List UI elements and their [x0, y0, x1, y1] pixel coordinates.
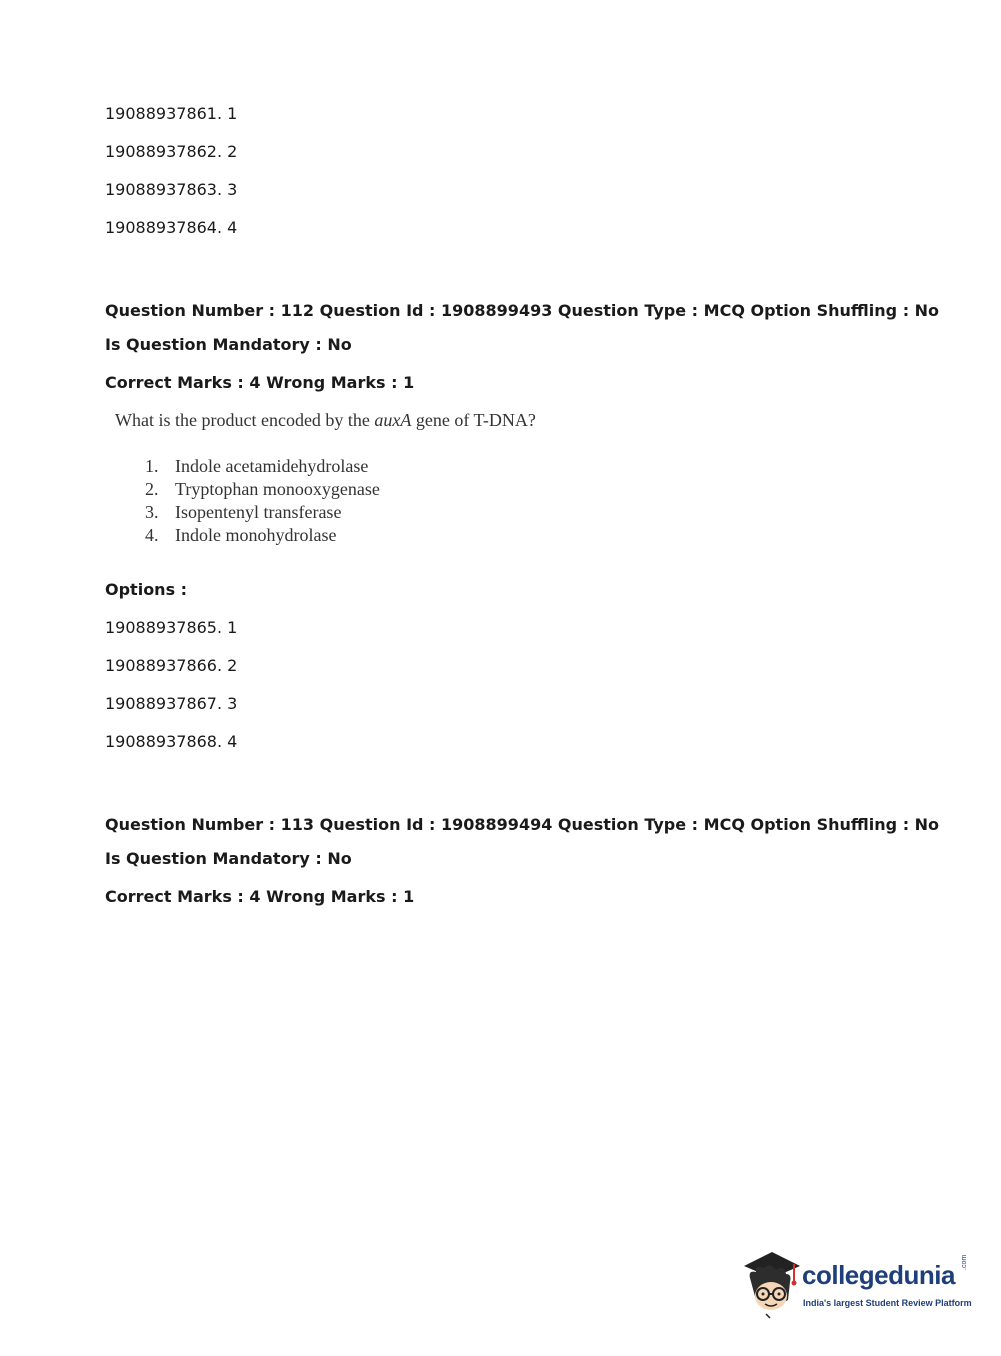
gene-name: auxA [374, 410, 412, 430]
choice-number: 4. [145, 525, 159, 545]
option-line: 19088937865. 1 [105, 618, 238, 637]
question-text-after: gene of T-DNA? [411, 410, 536, 430]
question-text-before: What is the product encoded by the [115, 410, 375, 430]
choice-number: 1. [145, 456, 159, 476]
option-line: 19088937862. 2 [105, 142, 238, 161]
options-label: Options : [105, 580, 188, 599]
collegedunia-logo [742, 1248, 982, 1320]
logo-wordmark: collegedunia [802, 1260, 955, 1290]
logo-tagline: India's largest Student Review Platform [803, 1298, 972, 1308]
choice-text: Isopentenyl transferase [175, 502, 342, 522]
mascot-icon [742, 1248, 802, 1320]
choice-text: Indole monohydrolase [175, 525, 337, 545]
question-marks: Correct Marks : 4 Wrong Marks : 1 [105, 373, 415, 392]
choice-number: 3. [145, 502, 159, 522]
question-header: Question Number : 112 Question Id : 1908899493 Question Type : MCQ Option Shuffling : No [105, 301, 940, 320]
option-line: 19088937866. 2 [105, 656, 238, 675]
logo-suffix: .com [961, 1254, 968, 1270]
question-mandatory: Is Question Mandatory : No [105, 335, 352, 354]
option-line: 19088937861. 1 [105, 104, 238, 123]
option-line: 19088937868. 4 [105, 732, 238, 751]
question-marks: Correct Marks : 4 Wrong Marks : 1 [105, 887, 415, 906]
answer-choice [145, 502, 341, 523]
option-line: 19088937864. 4 [105, 218, 238, 237]
choice-number: 2. [145, 479, 159, 499]
answer-choice [145, 456, 368, 477]
option-line: 19088937867. 3 [105, 694, 238, 713]
question-mandatory: Is Question Mandatory : No [105, 849, 352, 868]
answer-choice [145, 479, 380, 500]
option-line: 19088937863. 3 [105, 180, 238, 199]
choice-text: Tryptophan monooxygenase [175, 479, 380, 499]
choice-text: Indole acetamidehydrolase [175, 456, 369, 476]
question-header: Question Number : 113 Question Id : 1908899494 Question Type : MCQ Option Shuffling : No [105, 815, 940, 834]
answer-choice [145, 525, 336, 546]
question-text [115, 410, 536, 431]
